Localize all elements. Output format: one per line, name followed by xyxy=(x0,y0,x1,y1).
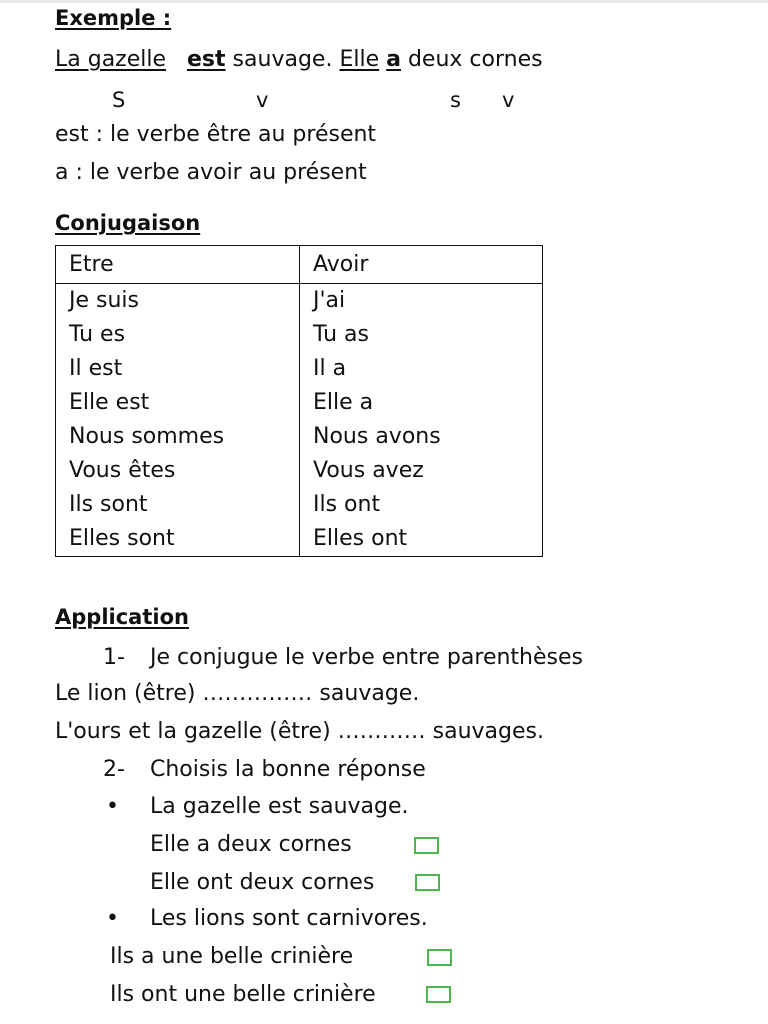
note-avoir: a : le verbe avoir au présent xyxy=(55,160,367,185)
item-2-option-2: Ils ont une belle crinière xyxy=(110,982,376,1007)
question-1-text: Je conjugue le verbe entre parenthèses xyxy=(150,645,583,670)
table-header-row xyxy=(56,246,543,284)
item-1-option-1: Elle a deux cornes xyxy=(150,832,352,857)
cell-etre: Je suis xyxy=(56,284,300,319)
conjugaison-heading: Conjugaison xyxy=(55,211,201,235)
example-rest-1: sauvage. xyxy=(225,47,340,72)
cell-avoir: Il a xyxy=(313,356,347,381)
top-divider xyxy=(0,0,768,3)
item-1-statement: La gazelle est sauvage. xyxy=(150,794,409,819)
table-row xyxy=(56,420,543,454)
item-1-option-2: Elle ont deux cornes xyxy=(150,870,375,895)
cell-avoir: J'ai xyxy=(313,288,346,313)
mark-verb-1: v xyxy=(256,88,269,112)
mark-subject-1: S xyxy=(112,88,126,112)
example-subject-2: Elle xyxy=(339,47,380,72)
exemple-heading: Exemple : xyxy=(55,6,172,30)
cell-etre: Elles sont xyxy=(56,522,300,557)
mark-subject-2: s xyxy=(450,88,461,112)
example-verb-1: est xyxy=(187,47,226,72)
bullet-icon: • xyxy=(106,794,119,819)
cell-avoir: Elle a xyxy=(313,390,374,415)
cell-etre: Ils sont xyxy=(56,488,300,522)
cell-etre: Tu es xyxy=(56,318,300,352)
table-row xyxy=(56,488,543,522)
cell-etre: Il est xyxy=(56,352,300,386)
conjugation-table xyxy=(55,245,543,557)
application-heading: Application xyxy=(55,605,189,629)
cell-avoir: Elles ont xyxy=(313,526,408,551)
example-rest-2: deux cornes xyxy=(400,47,543,72)
example-sentence xyxy=(55,46,543,74)
item-2-option-1: Ils a une belle crinière xyxy=(110,944,354,969)
example-subject-1: La gazelle xyxy=(55,47,167,72)
table-row xyxy=(56,454,543,488)
table-row xyxy=(56,352,543,386)
exercise-line-2: L'ours et la gazelle (être) ………… sauvages. xyxy=(55,719,544,744)
example-verb-2: a xyxy=(386,47,401,72)
bullet-icon: • xyxy=(106,906,119,931)
cell-avoir: Tu as xyxy=(313,322,369,347)
mark-verb-2: v xyxy=(502,88,515,112)
question-1-number: 1- xyxy=(103,645,125,670)
table-row xyxy=(56,386,543,420)
item-2-statement: Les lions sont carnivores. xyxy=(150,906,428,931)
note-etre: est : le verbe être au présent xyxy=(55,122,377,147)
cell-avoir: Nous avons xyxy=(313,424,441,449)
cell-etre: Vous êtes xyxy=(56,454,300,488)
cell-avoir: Ils ont xyxy=(313,492,381,517)
question-2-number: 2- xyxy=(103,757,125,782)
exercise-line-1: Le lion (être) …………… sauvage. xyxy=(55,681,420,706)
header-avoir: Avoir xyxy=(300,246,543,284)
cell-etre: Elle est xyxy=(56,386,300,420)
checkbox-item-2-option-1[interactable] xyxy=(427,949,452,966)
cell-etre: Nous sommes xyxy=(56,420,300,454)
table-row xyxy=(56,318,543,352)
table-row xyxy=(56,522,543,557)
question-2-text: Choisis la bonne réponse xyxy=(150,757,426,782)
header-etre: Etre xyxy=(56,246,300,284)
cell-avoir: Vous avez xyxy=(313,458,424,483)
checkbox-item-2-option-2[interactable] xyxy=(426,986,451,1003)
table-row xyxy=(56,284,543,319)
checkbox-item-1-option-1[interactable] xyxy=(414,837,439,854)
checkbox-item-1-option-2[interactable] xyxy=(415,874,440,891)
